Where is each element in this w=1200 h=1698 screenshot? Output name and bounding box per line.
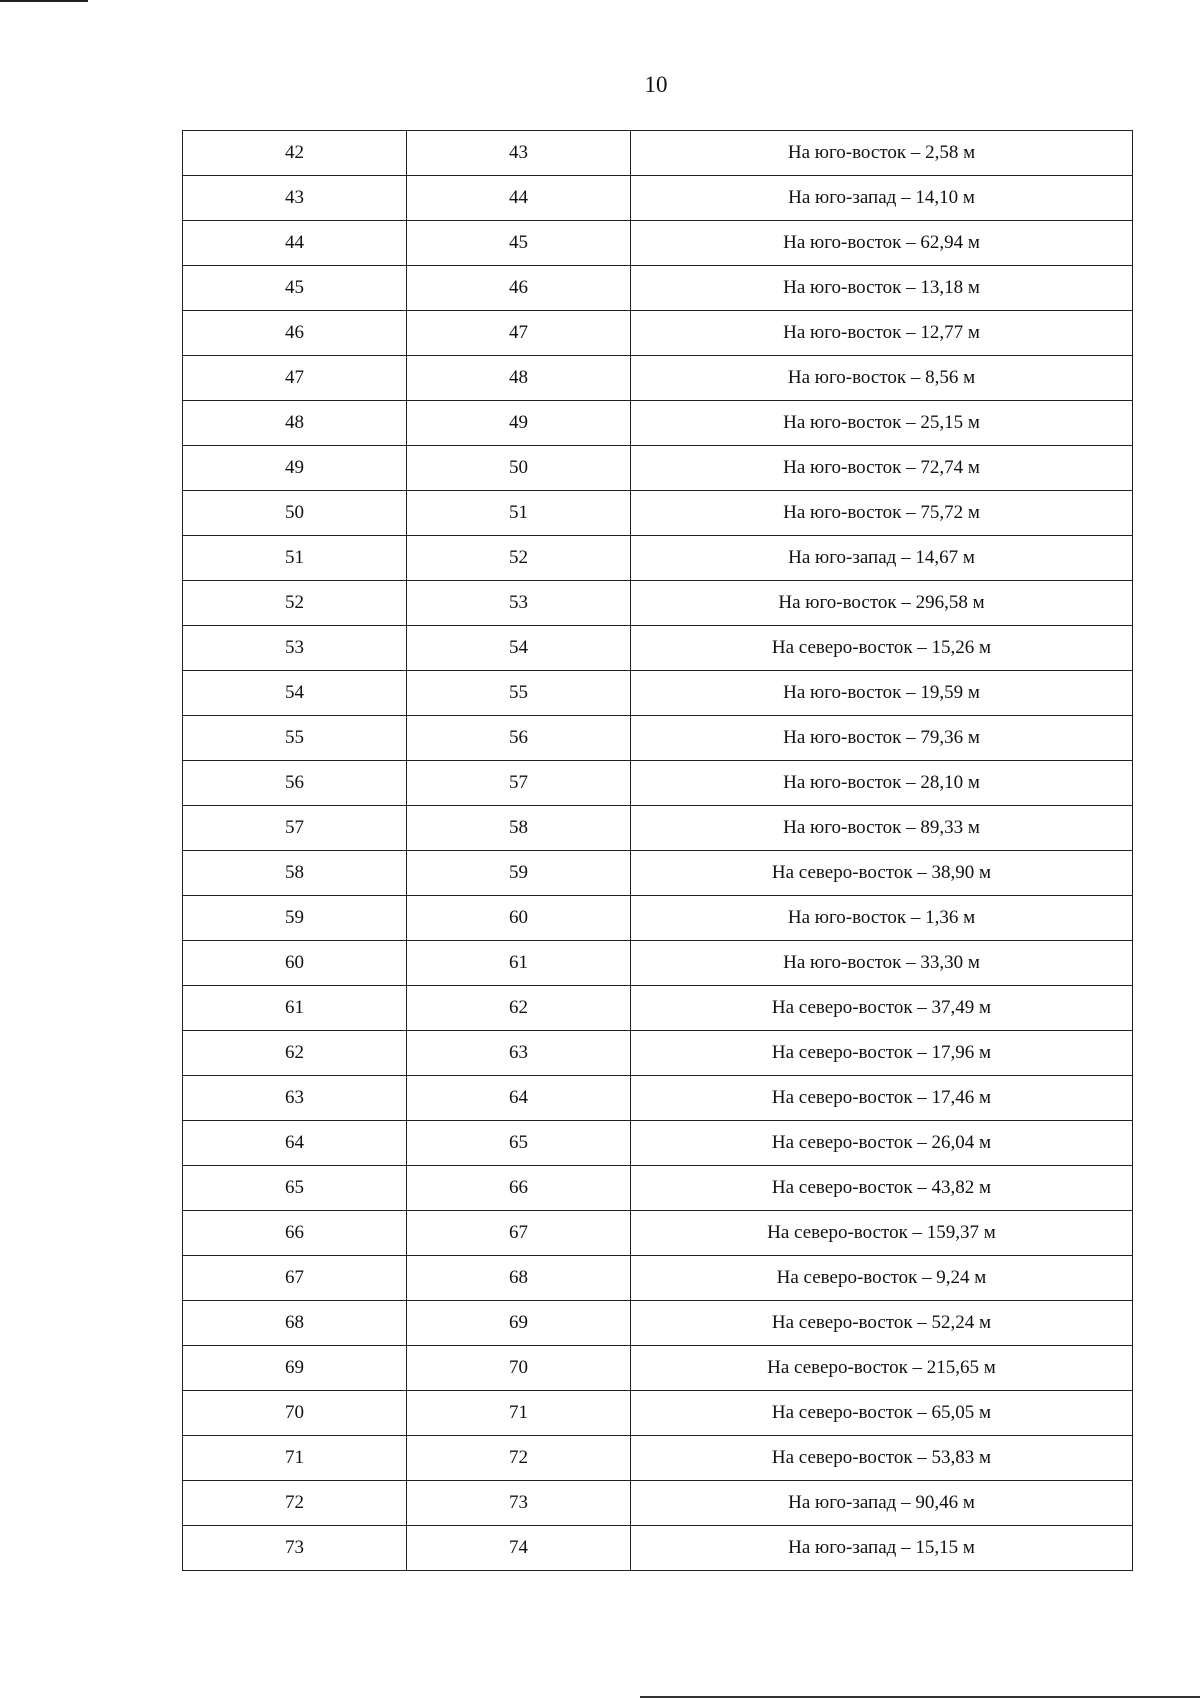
point-from: 56 — [183, 761, 407, 806]
direction-distance: На юго-восток – 13,18 м — [631, 266, 1133, 311]
boundary-table — [182, 130, 1133, 1571]
point-to: 73 — [407, 1481, 631, 1526]
point-from: 54 — [183, 671, 407, 716]
point-to: 44 — [407, 176, 631, 221]
point-from: 52 — [183, 581, 407, 626]
table-row — [183, 1256, 1133, 1301]
point-from: 63 — [183, 1076, 407, 1121]
direction-distance: На юго-запад – 14,10 м — [631, 176, 1133, 221]
table-row — [183, 671, 1133, 716]
direction-distance: На юго-запад – 90,46 м — [631, 1481, 1133, 1526]
point-from: 72 — [183, 1481, 407, 1526]
point-from: 70 — [183, 1391, 407, 1436]
table-row — [183, 1076, 1133, 1121]
direction-distance: На северо-восток – 26,04 м — [631, 1121, 1133, 1166]
table-row — [183, 581, 1133, 626]
direction-distance: На юго-восток – 33,30 м — [631, 941, 1133, 986]
point-to: 53 — [407, 581, 631, 626]
direction-distance: На юго-восток – 2,58 м — [631, 131, 1133, 176]
direction-distance: На северо-восток – 215,65 м — [631, 1346, 1133, 1391]
direction-distance: На северо-восток – 52,24 м — [631, 1301, 1133, 1346]
direction-distance: На юго-запад – 15,15 м — [631, 1526, 1133, 1571]
direction-distance: На северо-восток – 9,24 м — [631, 1256, 1133, 1301]
point-to: 72 — [407, 1436, 631, 1481]
point-to: 70 — [407, 1346, 631, 1391]
point-to: 50 — [407, 446, 631, 491]
point-from: 65 — [183, 1166, 407, 1211]
point-to: 51 — [407, 491, 631, 536]
table-row — [183, 1121, 1133, 1166]
point-from: 53 — [183, 626, 407, 671]
point-from: 50 — [183, 491, 407, 536]
table-row — [183, 131, 1133, 176]
table-row — [183, 266, 1133, 311]
table-row — [183, 986, 1133, 1031]
direction-distance: На юго-восток – 12,77 м — [631, 311, 1133, 356]
direction-distance: На северо-восток – 37,49 м — [631, 986, 1133, 1031]
direction-distance: На северо-восток – 15,26 м — [631, 626, 1133, 671]
direction-distance: На юго-запад – 14,67 м — [631, 536, 1133, 581]
direction-distance: На юго-восток – 62,94 м — [631, 221, 1133, 266]
direction-distance: На северо-восток – 43,82 м — [631, 1166, 1133, 1211]
point-from: 55 — [183, 716, 407, 761]
table-row — [183, 941, 1133, 986]
direction-distance: На северо-восток – 38,90 м — [631, 851, 1133, 896]
point-to: 60 — [407, 896, 631, 941]
boundary-table-body — [183, 131, 1133, 1571]
direction-distance: На северо-восток – 65,05 м — [631, 1391, 1133, 1436]
point-from: 58 — [183, 851, 407, 896]
point-from: 68 — [183, 1301, 407, 1346]
direction-distance: На юго-восток – 72,74 м — [631, 446, 1133, 491]
point-from: 45 — [183, 266, 407, 311]
table-row — [183, 1436, 1133, 1481]
direction-distance: На юго-восток – 296,58 м — [631, 581, 1133, 626]
point-from: 47 — [183, 356, 407, 401]
table-row — [183, 1481, 1133, 1526]
table-row — [183, 401, 1133, 446]
point-from: 69 — [183, 1346, 407, 1391]
point-to: 47 — [407, 311, 631, 356]
table-row — [183, 761, 1133, 806]
direction-distance: На северо-восток – 17,96 м — [631, 1031, 1133, 1076]
point-to: 58 — [407, 806, 631, 851]
table-row — [183, 851, 1133, 896]
point-to: 74 — [407, 1526, 631, 1571]
point-to: 45 — [407, 221, 631, 266]
table-row — [183, 806, 1133, 851]
direction-distance: На юго-восток – 25,15 м — [631, 401, 1133, 446]
table-row — [183, 221, 1133, 266]
table-row — [183, 1301, 1133, 1346]
point-from: 44 — [183, 221, 407, 266]
direction-distance: На северо-восток – 159,37 м — [631, 1211, 1133, 1256]
table-row — [183, 1391, 1133, 1436]
direction-distance: На юго-восток – 75,72 м — [631, 491, 1133, 536]
direction-distance: На юго-восток – 1,36 м — [631, 896, 1133, 941]
point-to: 66 — [407, 1166, 631, 1211]
table-row — [183, 1211, 1133, 1256]
table-row — [183, 1346, 1133, 1391]
point-from: 61 — [183, 986, 407, 1031]
point-to: 48 — [407, 356, 631, 401]
point-to: 62 — [407, 986, 631, 1031]
point-from: 66 — [183, 1211, 407, 1256]
point-to: 71 — [407, 1391, 631, 1436]
point-from: 46 — [183, 311, 407, 356]
direction-distance: На северо-восток – 53,83 м — [631, 1436, 1133, 1481]
point-from: 43 — [183, 176, 407, 221]
point-to: 54 — [407, 626, 631, 671]
point-from: 64 — [183, 1121, 407, 1166]
table-row — [183, 716, 1133, 761]
point-to: 46 — [407, 266, 631, 311]
point-from: 60 — [183, 941, 407, 986]
direction-distance: На юго-восток – 89,33 м — [631, 806, 1133, 851]
point-to: 55 — [407, 671, 631, 716]
table-row — [183, 446, 1133, 491]
point-to: 64 — [407, 1076, 631, 1121]
point-to: 63 — [407, 1031, 631, 1076]
direction-distance: На юго-восток – 8,56 м — [631, 356, 1133, 401]
point-to: 68 — [407, 1256, 631, 1301]
table-row — [183, 896, 1133, 941]
point-to: 49 — [407, 401, 631, 446]
point-to: 65 — [407, 1121, 631, 1166]
point-from: 49 — [183, 446, 407, 491]
table-row — [183, 1031, 1133, 1076]
point-to: 61 — [407, 941, 631, 986]
point-to: 56 — [407, 716, 631, 761]
point-to: 67 — [407, 1211, 631, 1256]
point-to: 69 — [407, 1301, 631, 1346]
point-to: 57 — [407, 761, 631, 806]
point-from: 51 — [183, 536, 407, 581]
point-from: 62 — [183, 1031, 407, 1076]
table-row — [183, 1166, 1133, 1211]
point-from: 67 — [183, 1256, 407, 1301]
point-from: 57 — [183, 806, 407, 851]
table-row — [183, 536, 1133, 581]
direction-distance: На юго-восток – 28,10 м — [631, 761, 1133, 806]
table-row — [183, 1526, 1133, 1571]
scan-edge-mark — [0, 0, 88, 2]
point-from: 59 — [183, 896, 407, 941]
point-to: 59 — [407, 851, 631, 896]
point-from: 73 — [183, 1526, 407, 1571]
table-row — [183, 356, 1133, 401]
table-row — [183, 311, 1133, 356]
point-from: 48 — [183, 401, 407, 446]
point-to: 43 — [407, 131, 631, 176]
direction-distance: На юго-восток – 19,59 м — [631, 671, 1133, 716]
table-row — [183, 491, 1133, 536]
table-row — [183, 626, 1133, 671]
point-from: 71 — [183, 1436, 407, 1481]
point-from: 42 — [183, 131, 407, 176]
direction-distance: На северо-восток – 17,46 м — [631, 1076, 1133, 1121]
table-row — [183, 176, 1133, 221]
page-number: 10 — [644, 72, 668, 97]
point-to: 52 — [407, 536, 631, 581]
direction-distance: На юго-восток – 79,36 м — [631, 716, 1133, 761]
